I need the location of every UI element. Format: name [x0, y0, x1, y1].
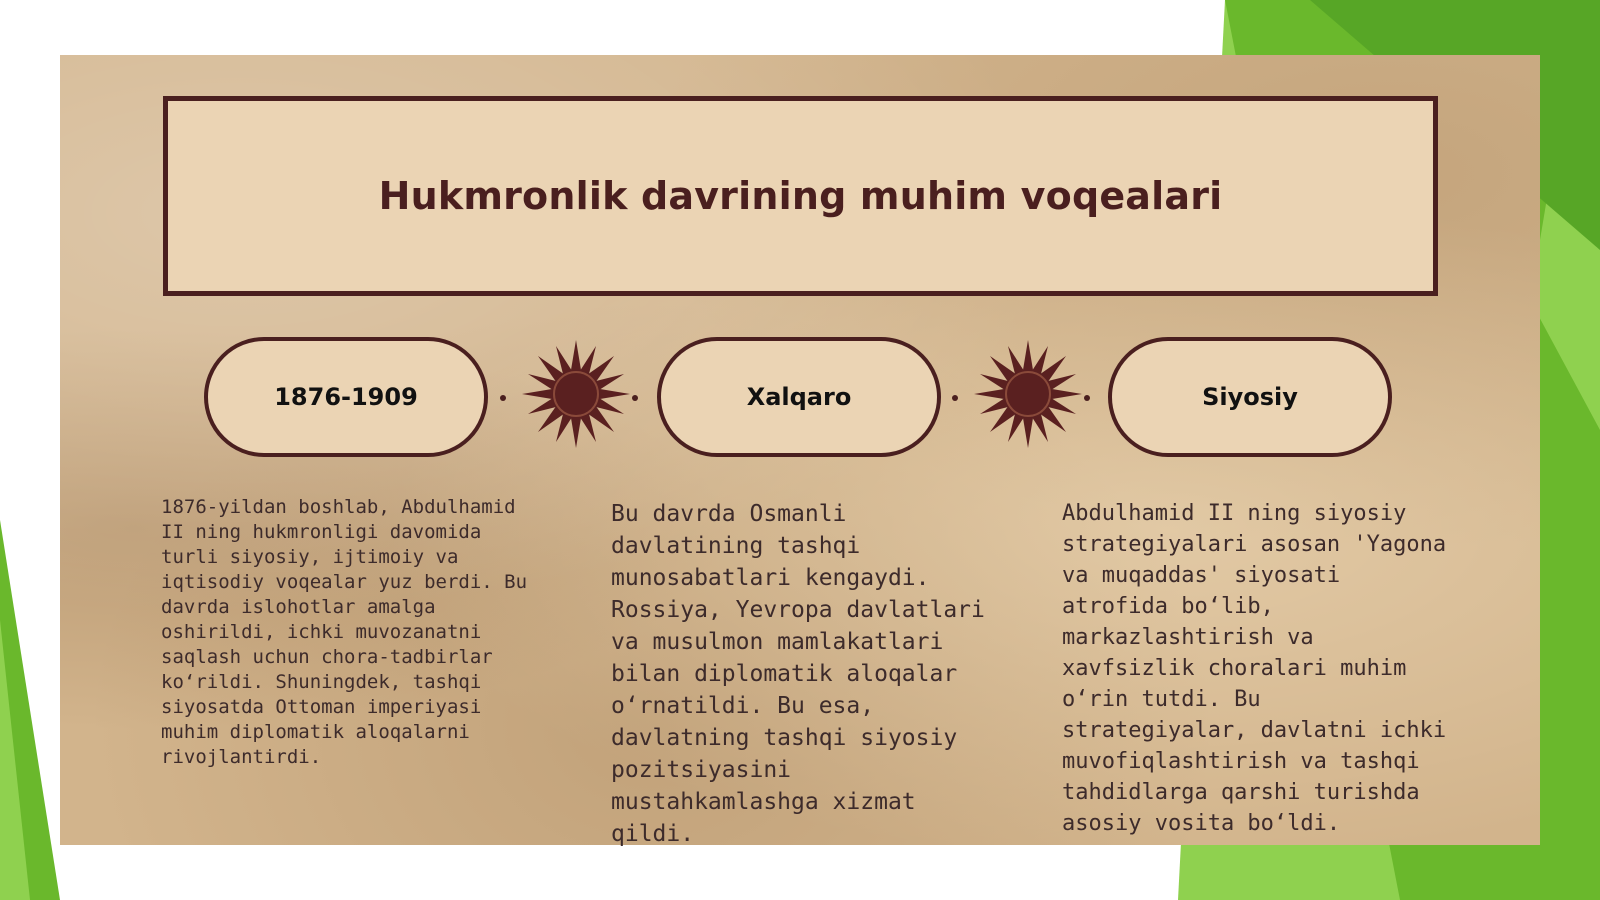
- pill-label: Xalqaro: [746, 383, 852, 411]
- connector-dot: [500, 395, 506, 401]
- pill-label: 1876-1909: [274, 383, 418, 411]
- pill-political: [1108, 337, 1392, 457]
- connector-dot: [952, 395, 958, 401]
- pill-label: Siyosiy: [1202, 383, 1298, 411]
- slide-title: Hukmronlik davrining muhim voqealari: [378, 174, 1223, 218]
- title-box: [163, 96, 1438, 296]
- connector-dot: [1084, 395, 1090, 401]
- sunburst-icon: [521, 339, 631, 449]
- sunburst-icon: [973, 339, 1083, 449]
- column-text-period: 1876-yildan boshlab, Abdulhamid II ning hukmronligi davomida turli siyosiy, ijtimoiy va iqtisodiy voqealar yuz berdi. Bu davrda islohotlar amalga oshirildi, ichki muvozanatni saqlash uchun chora-tadbirlar ko‘rildi. Shuningdek, tashqi siyosatda Ottoman imperiyasi muhim diplomatik aloqalarni rivojlantirdi.: [161, 496, 528, 768]
- connector-dot: [632, 395, 638, 401]
- pill-international: [657, 337, 941, 457]
- parchment-slide: [60, 55, 1540, 845]
- pill-period: [204, 337, 488, 457]
- column-text-political: Abdulhamid II ning siyosiy strategiyalari asosan 'Yagona va muqaddas' siyosati atrofida bo‘lib, markazlashtirish va xavfsizlik choralari muhim o‘rin tutdi. Bu strategiyalar, davlatni ichki muvofiqlashtirish va tashqi tahdidlarga qarshi turishda asosiy vosita bo‘ldi.: [1062, 501, 1447, 836]
- column-text-international: Bu davrda Osmanli davlatining tashqi munosabatlari kengaydi. Rossiya, Yevropa davlatlari va musulmon mamlakatlari bilan diplomatik aloqalar o‘rnatildi. Bu esa, davlatning tashqi siyosiy pozitsiyasini mustahkamlashga xizmat qildi.: [611, 501, 985, 847]
